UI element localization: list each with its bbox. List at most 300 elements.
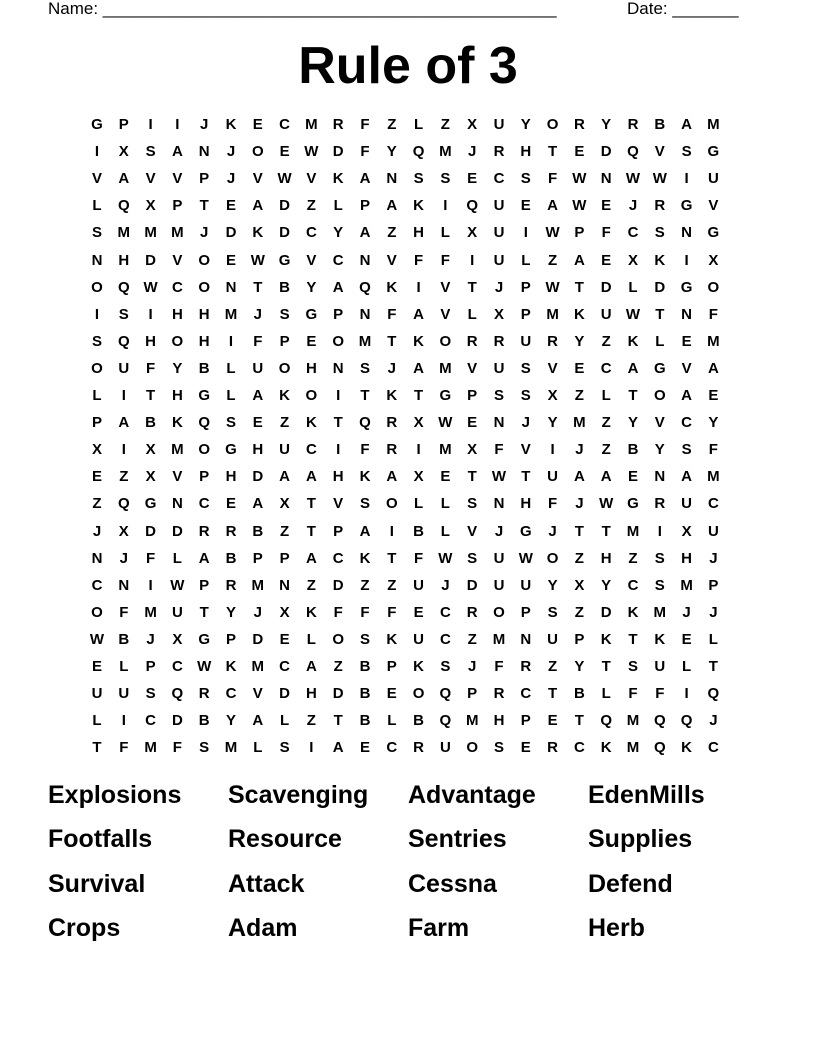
grid-letter: V [252, 685, 263, 703]
grid-letter: D [225, 224, 237, 242]
grid-letter: E [547, 712, 558, 730]
grid-letter: J [682, 603, 691, 621]
grid-letter: I [416, 278, 421, 296]
grid-letter: L [333, 197, 343, 215]
grid-letter: G [519, 522, 532, 540]
grid-letter: X [279, 603, 290, 621]
grid-letter: F [601, 224, 611, 242]
word-list [48, 778, 768, 958]
grid-letter: O [171, 332, 184, 350]
grid-letter: P [199, 170, 210, 188]
grid-letter: F [655, 685, 665, 703]
grid-letter: W [89, 630, 105, 648]
grid-letter: S [520, 359, 531, 377]
grid-letter: X [118, 522, 129, 540]
grid-letter: K [681, 739, 693, 757]
grid-letter: X [708, 251, 719, 269]
grid-letter: S [359, 359, 370, 377]
grid-letter: H [520, 143, 532, 161]
grid-letter: T [387, 549, 397, 567]
grid-letter: H [332, 468, 344, 486]
grid-letter: I [443, 197, 448, 215]
grid-letter: L [628, 278, 638, 296]
grid-letter: X [413, 414, 424, 432]
grid-letter: Q [653, 712, 666, 730]
grid-letter: L [655, 332, 665, 350]
grid-letter: O [546, 549, 559, 567]
grid-letter: A [386, 197, 398, 215]
grid-letter: A [332, 739, 344, 757]
grid-letter: Y [520, 116, 531, 133]
grid-letter: H [225, 468, 237, 486]
grid-letter: P [199, 576, 210, 594]
grid-letter: W [518, 549, 533, 567]
grid-letter: F [414, 549, 424, 567]
grid-letter: Z [548, 251, 558, 269]
grid-letter: K [600, 739, 612, 757]
grid-letter: L [414, 495, 424, 513]
grid-letter: V [440, 278, 451, 296]
grid-letter: L [440, 522, 450, 540]
grid-letter: S [681, 441, 692, 459]
grid-letter: T [521, 468, 531, 486]
grid-letter: G [198, 387, 211, 404]
grid-letter: T [548, 143, 558, 161]
grid-letter: K [332, 170, 344, 188]
grid-letter: K [654, 251, 666, 269]
grid-letter: F [708, 441, 718, 459]
grid-letter: U [707, 522, 719, 540]
grid-letter: U [520, 332, 532, 350]
grid-letter: A [386, 468, 398, 486]
grid-letter: E [91, 468, 102, 486]
grid-letter: T [387, 332, 397, 350]
grid-letter: X [627, 251, 638, 269]
grid-letter: A [198, 549, 210, 567]
grid-letter: U [707, 170, 719, 188]
grid-letter: G [627, 495, 639, 513]
word-list-item: Advantage [408, 781, 536, 809]
grid-letter: Z [387, 576, 397, 594]
grid-letter: M [653, 603, 667, 621]
grid-letter: A [681, 116, 693, 133]
grid-letter: I [684, 251, 689, 269]
grid-letter: O [332, 630, 345, 648]
grid-letter: J [709, 549, 718, 567]
grid-letter: W [599, 495, 614, 513]
grid-letter: S [359, 630, 370, 648]
grid-letter: T [146, 387, 156, 404]
grid-letter: P [279, 332, 290, 350]
grid-letter: F [253, 332, 263, 350]
grid-letter: U [279, 441, 291, 459]
grid-letter: X [574, 576, 585, 594]
grid-letter: D [600, 143, 612, 161]
grid-letter: R [493, 143, 505, 161]
grid-letter: H [252, 441, 264, 459]
grid-letter: S [91, 332, 102, 350]
grid-letter: Q [707, 685, 720, 703]
grid-letter: U [493, 576, 505, 594]
grid-letter: M [573, 414, 586, 432]
grid-letter: E [225, 197, 236, 215]
grid-letter: L [253, 739, 263, 757]
word-list-item: Resource [228, 825, 342, 853]
date-field-label: Date: _______ [627, 0, 739, 18]
grid-letter: N [386, 170, 398, 188]
grid-letter: S [520, 387, 531, 404]
grid-letter: L [172, 549, 182, 567]
grid-letter: F [146, 359, 156, 377]
grid-letter: O [91, 603, 103, 621]
grid-letter: K [252, 224, 264, 242]
grid-letter: H [171, 305, 183, 323]
grid-letter: C [279, 116, 291, 133]
grid-letter: V [467, 522, 478, 540]
grid-letter: F [548, 495, 558, 513]
grid-letter: B [573, 685, 585, 703]
grid-letter: P [520, 305, 531, 323]
grid-letter: G [278, 251, 291, 269]
grid-letter: I [684, 170, 689, 188]
grid-letter: O [707, 278, 720, 296]
grid-letter: T [628, 387, 638, 404]
grid-letter: S [413, 170, 424, 188]
grid-letter: U [493, 251, 505, 269]
grid-letter: M [144, 224, 157, 242]
grid-letter: C [91, 576, 103, 594]
grid-letter: Z [601, 414, 611, 432]
grid-letter: K [305, 414, 317, 432]
grid-letter: B [413, 522, 425, 540]
grid-letter: P [225, 630, 236, 648]
grid-letter: D [252, 630, 264, 648]
grid-letter: S [279, 305, 290, 323]
grid-letter: P [359, 197, 370, 215]
grid-letter: U [493, 359, 505, 377]
grid-letter: R [466, 332, 478, 350]
grid-letter: Q [412, 143, 425, 161]
grid-letter: X [91, 441, 102, 459]
grid-letter: R [225, 576, 237, 594]
grid-letter: U [493, 224, 505, 242]
grid-letter: K [225, 116, 237, 133]
grid-letter: F [360, 441, 370, 459]
grid-letter: M [439, 441, 452, 459]
grid-letter: Q [680, 712, 693, 730]
grid-letter: Z [306, 576, 316, 594]
grid-letter: P [145, 658, 156, 675]
grid-letter: K [171, 414, 183, 432]
grid-letter: S [467, 495, 478, 513]
grid-letter: O [91, 359, 103, 377]
grid-letter: G [198, 630, 211, 648]
grid-letter: A [359, 224, 371, 242]
grid-letter: T [574, 522, 584, 540]
grid-letter: Y [601, 576, 612, 594]
grid-letter: R [654, 197, 666, 215]
grid-letter: Y [306, 278, 317, 296]
grid-letter: K [305, 603, 317, 621]
grid-letter: N [654, 468, 666, 486]
grid-letter: F [387, 603, 397, 621]
grid-letter: O [493, 603, 505, 621]
grid-letter: S [547, 603, 558, 621]
grid-letter: H [171, 387, 183, 404]
grid-letter: V [654, 414, 665, 432]
grid-letter: E [520, 739, 531, 757]
grid-letter: Z [467, 630, 477, 648]
grid-letter: W [545, 224, 560, 242]
word-list-item: EdenMills [588, 781, 705, 809]
grid-letter: A [305, 658, 317, 675]
grid-letter: E [252, 116, 263, 133]
grid-letter: Q [198, 414, 211, 432]
grid-letter: I [148, 305, 153, 323]
word-list-item: Farm [408, 914, 470, 942]
grid-letter: U [547, 630, 559, 648]
grid-letter: I [121, 387, 126, 404]
grid-letter: X [413, 468, 424, 486]
header [48, 0, 748, 20]
grid-letter: V [91, 170, 102, 188]
grid-letter: F [119, 739, 129, 757]
grid-letter: D [332, 143, 344, 161]
grid-letter: W [438, 414, 453, 432]
grid-letter: W [572, 170, 587, 188]
grid-letter: S [145, 143, 156, 161]
grid-letter: A [359, 522, 371, 540]
grid-letter: H [305, 685, 317, 703]
grid-letter: B [359, 658, 371, 675]
grid-letter: K [359, 549, 371, 567]
grid-letter: Z [601, 441, 611, 459]
grid-letter: F [360, 143, 370, 161]
grid-letter: P [333, 522, 344, 540]
grid-letter: K [413, 658, 425, 675]
grid-letter: S [91, 224, 102, 242]
grid-letter: F [172, 739, 182, 757]
word-list-item: Footfalls [48, 825, 153, 853]
grid-letter: P [520, 712, 531, 730]
grid-letter: Q [359, 278, 371, 296]
grid-letter: R [332, 116, 344, 133]
grid-letter: S [520, 170, 531, 188]
grid-letter: V [252, 170, 263, 188]
grid-letter: A [252, 197, 264, 215]
grid-letter: A [573, 468, 585, 486]
grid-letter: J [494, 278, 504, 296]
grid-letter: X [145, 468, 156, 486]
grid-letter: T [92, 739, 102, 757]
grid-letter: P [520, 278, 531, 296]
grid-letter: B [198, 712, 210, 730]
grid-letter: U [413, 576, 425, 594]
grid-letter: Z [360, 576, 370, 594]
grid-letter: J [548, 522, 557, 540]
grid-letter: O [332, 332, 345, 350]
grid-letter: J [709, 603, 718, 621]
grid-letter: K [600, 630, 612, 648]
grid-letter: M [439, 359, 452, 377]
grid-letter: W [491, 468, 507, 486]
grid-letter: U [252, 359, 264, 377]
grid-letter: G [91, 116, 103, 133]
grid-letter: J [468, 143, 477, 161]
grid-letter: T [628, 630, 638, 648]
grid-letter: E [279, 630, 290, 648]
grid-letter: J [628, 197, 638, 215]
grid-letter: P [574, 224, 585, 242]
grid-letter: R [627, 116, 639, 133]
grid-letter: Q [466, 197, 479, 215]
grid-letter: L [226, 387, 236, 404]
grid-letter: C [493, 170, 505, 188]
grid-letter: S [145, 685, 156, 703]
grid-letter: V [708, 197, 719, 215]
grid-letter: I [336, 441, 341, 459]
grid-letter: D [145, 522, 157, 540]
grid-letter: H [520, 495, 532, 513]
grid-letter: L [92, 387, 102, 404]
grid-letter: R [493, 332, 505, 350]
grid-letter: J [387, 359, 396, 377]
grid-letter: D [600, 603, 612, 621]
grid-letter: C [332, 251, 344, 269]
grid-letter: F [360, 603, 370, 621]
grid-letter: I [94, 143, 100, 161]
grid-letter: F [360, 116, 370, 133]
grid-letter: A [707, 359, 719, 377]
grid-letter: Q [117, 495, 130, 513]
grid-letter: X [493, 305, 504, 323]
grid-letter: H [145, 332, 157, 350]
grid-letter: T [548, 685, 558, 703]
grid-letter: S [681, 143, 692, 161]
grid-letter: W [572, 197, 587, 215]
grid-letter: B [359, 685, 371, 703]
grid-letter: M [707, 468, 720, 486]
grid-letter: L [440, 224, 450, 242]
grid-letter: A [171, 143, 183, 161]
page-title: Rule of 3 [298, 37, 518, 95]
grid-letter: U [547, 468, 559, 486]
grid-letter: R [547, 739, 559, 757]
grid-letter: R [466, 603, 478, 621]
grid-letter: M [251, 658, 265, 675]
grid-letter: O [653, 387, 666, 404]
grid-letter: H [600, 549, 612, 567]
grid-letter: T [708, 658, 718, 675]
grid-letter: Z [280, 414, 290, 432]
grid-letter: X [118, 143, 129, 161]
grid-letter: L [306, 630, 316, 648]
grid-letter: O [198, 441, 211, 459]
grid-letter: J [146, 630, 155, 648]
grid-letter: O [412, 685, 425, 703]
grid-letter: P [91, 414, 102, 432]
grid-letter: V [333, 495, 344, 513]
grid-letter: C [386, 739, 398, 757]
grid-letter: Z [574, 603, 584, 621]
grid-letter: Z [333, 658, 343, 675]
grid-letter: M [144, 603, 157, 621]
grid-letter: G [707, 224, 720, 242]
grid-letter: B [279, 278, 291, 296]
grid-letter: K [279, 387, 291, 404]
grid-letter: K [413, 332, 425, 350]
grid-letter: B [359, 712, 371, 730]
grid-letter: H [118, 251, 130, 269]
grid-letter: D [252, 468, 264, 486]
grid-letter: N [359, 251, 371, 269]
grid-letter: G [680, 197, 693, 215]
grid-letter: N [279, 576, 291, 594]
grid-letter: A [681, 468, 693, 486]
word-list-item: Crops [48, 914, 121, 942]
grid-letter: Y [386, 143, 397, 161]
grid-letter: U [654, 658, 666, 675]
grid-letter: C [627, 576, 639, 594]
grid-letter: C [305, 441, 317, 459]
grid-letter: K [386, 278, 398, 296]
grid-letter: L [682, 658, 692, 675]
grid-letter: R [225, 522, 237, 540]
grid-letter: P [467, 387, 478, 404]
grid-letter: S [654, 224, 665, 242]
grid-letter: J [575, 441, 584, 459]
grid-letter: N [198, 143, 210, 161]
grid-letter: K [573, 305, 585, 323]
grid-letter: W [438, 549, 453, 567]
grid-letter: L [601, 685, 611, 703]
grid-letter: W [304, 143, 319, 161]
grid-letter: T [333, 414, 343, 432]
grid-letter: M [251, 576, 265, 594]
grid-letter: Y [172, 359, 183, 377]
grid-letter: T [306, 495, 316, 513]
grid-letter: I [336, 387, 341, 404]
grid-letter: S [118, 305, 129, 323]
grid-letter: E [252, 414, 263, 432]
grid-letter: J [200, 116, 209, 133]
grid-letter: D [332, 576, 344, 594]
grid-letter: V [145, 170, 156, 188]
grid-letter: R [386, 414, 398, 432]
grid-letter: T [655, 305, 665, 323]
grid-letter: L [92, 197, 102, 215]
grid-letter: A [118, 414, 130, 432]
grid-letter: I [148, 116, 153, 133]
grid-letter: C [225, 685, 237, 703]
grid-letter: S [359, 495, 370, 513]
grid-letter: U [171, 603, 183, 621]
grid-letter: C [681, 414, 693, 432]
grid-letter: U [681, 495, 693, 513]
grid-letter: Q [439, 712, 452, 730]
grid-letter: V [172, 468, 183, 486]
grid-letter: L [440, 495, 450, 513]
grid-letter: L [467, 305, 477, 323]
grid-letter: J [119, 549, 128, 567]
grid-letter: E [601, 251, 612, 269]
grid-letter: K [413, 197, 425, 215]
grid-letter: J [226, 143, 236, 161]
grid-letter: M [546, 305, 559, 323]
grid-letter: M [626, 712, 640, 730]
grid-letter: A [305, 549, 317, 567]
grid-letter: A [252, 712, 264, 730]
